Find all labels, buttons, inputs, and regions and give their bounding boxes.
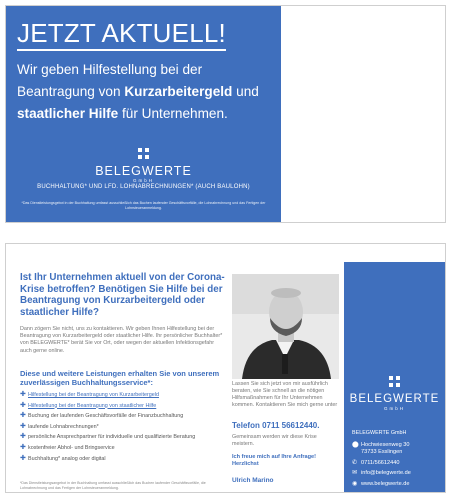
flyer-front bbox=[5, 5, 446, 223]
location-pin-icon: ⬤ bbox=[352, 442, 359, 448]
services-list bbox=[20, 390, 230, 464]
logo-suffix: GmbH bbox=[383, 406, 405, 411]
plus-icon: ✚ bbox=[20, 391, 26, 398]
plus-icon: ✚ bbox=[20, 443, 26, 451]
logo-name: BELEGWERTE bbox=[349, 393, 440, 405]
logo-name: BELEGWERTE bbox=[95, 164, 192, 178]
front-blue-panel bbox=[6, 6, 281, 222]
flyer-back bbox=[5, 243, 446, 493]
front-services: BUCHHALTUNG* UND LFD. LOHNABRECHNUNGEN* (AUCH BAULOHN) bbox=[37, 184, 250, 190]
back-logo bbox=[344, 374, 445, 412]
contact-sidebar bbox=[344, 262, 445, 492]
back-disclaimer: *Das Dienstleistungsangebot in der Buchhaltung umfasst ausschließlich das Buchen laufender Geschäftsvorfälle, die Lohnabrechnung und das Fertigen der Lohnsteueranmeldung. bbox=[20, 481, 206, 490]
contact-rows bbox=[352, 442, 444, 491]
plus-icon: ✚ bbox=[20, 454, 26, 462]
headline: JETZT AKTUELL! bbox=[17, 18, 226, 51]
list-item[interactable]: ✚ Hilfestellung bei der Beantragung von staatlicher Hilfe bbox=[20, 401, 157, 409]
street: Hochwiesenweg 30 bbox=[361, 442, 410, 448]
lead-bold-staatliche-hilfe: staatlicher Hilfe bbox=[17, 106, 119, 121]
plus-icon: ✚ bbox=[20, 412, 26, 420]
intro-text: Dann zögern Sie nicht, uns zu kontaktieren. Wir geben Ihnen Hilfestellung bei der Beantragung von Kurzarbeitergeld oder staatlicher Hilfe. Ihr persönlicher Buchhalter* von BELEGWERTE* berät Sie vor Ort, oder wegen der aktuellen Infektionsgefahr auch gerne online. bbox=[20, 326, 223, 354]
mail-icon: ✉ bbox=[352, 470, 358, 476]
list-item: ✚ persönliche Ansprechpartner für individuelle und qualifizierte Beratung bbox=[20, 433, 196, 441]
lead-part-2: und bbox=[232, 84, 259, 99]
portrait-image bbox=[232, 274, 339, 379]
phone-icon: ✆ bbox=[352, 459, 358, 466]
web-row[interactable] bbox=[352, 481, 444, 488]
phone-highlight[interactable]: Telefon 0711 56612440. bbox=[232, 421, 320, 430]
logo-mark-icon bbox=[138, 148, 149, 159]
list-item: ✚ Buchung der laufenden Geschäftsvorfälle der Finanzbuchhaltung bbox=[20, 412, 184, 420]
lead-text bbox=[17, 59, 275, 125]
plus-icon: ✚ bbox=[20, 401, 26, 409]
list-item: ✚ Buchhaltung* analog oder digital bbox=[20, 454, 106, 462]
contact-text: Lassen Sie sich jetzt von mir ausführlich beraten, wie Sie schnell an die nötigen Hilfsmaßnahmen für Ihr Unternehmen kommen. Kontaktieren Sie mich gerne unter bbox=[232, 381, 338, 408]
front-disclaimer: *Das Dienstleistungsgebot in der Buchhaltung umfasst ausschließlich das Buchen laufender Geschäftsvorfälle, die Lohnabrechnung und das Fertigen der Lohnsteueranmeldung. bbox=[21, 201, 266, 210]
lead-part-3: für Unternehmen. bbox=[118, 106, 228, 121]
address-row bbox=[352, 442, 444, 456]
signature-name: Ulrich Marino bbox=[232, 477, 274, 484]
website-link[interactable]: www.belegwerte.de bbox=[361, 480, 410, 487]
list-item: ✚ laufende Lohnabrechnungen* bbox=[20, 422, 99, 430]
email-address[interactable]: info@belegwerte.de bbox=[361, 470, 411, 476]
email-row[interactable] bbox=[352, 470, 444, 477]
plus-icon: ✚ bbox=[20, 433, 26, 441]
globe-icon: ◉ bbox=[352, 480, 358, 487]
front-logo bbox=[6, 146, 281, 184]
greeting: Ich freue mich auf Ihre Anfrage! Herzlichst bbox=[232, 454, 317, 467]
lead-part-1: Wir geben Hilfestellung bei der Beantragung von bbox=[17, 62, 203, 99]
phone-number[interactable]: 0711/56612440 bbox=[361, 459, 400, 466]
phone-row[interactable] bbox=[352, 460, 444, 467]
plus-icon: ✚ bbox=[20, 422, 26, 430]
city: 73733 Esslingen bbox=[361, 449, 403, 455]
corona-text: Gemeinsam werden wir diese Krise meistern. bbox=[232, 434, 317, 447]
lead-bold-kurzarbeitergeld: Kurzarbeitergeld bbox=[124, 84, 233, 99]
question-heading: Ist Ihr Unternehmen aktuell von der Corona-Krise betroffen? Benötigen Sie Hilfe bei der Beantragung von Kurzarbeitergeld oder staatlicher Hilfe? bbox=[20, 272, 225, 318]
logo-mark-icon bbox=[389, 376, 400, 387]
list-item[interactable]: ✚ Hilfestellung bei der Beantragung von Kurzarbeitergeld bbox=[20, 391, 159, 398]
services-heading: Diese und weitere Leistungen erhalten Sie von unserem zuverlässigen Buchhaltungsservice*: bbox=[20, 369, 220, 387]
list-item: ✚ kostenfreier Abhol- und Bringservice bbox=[20, 443, 115, 451]
portrait-photo bbox=[232, 274, 339, 379]
company-name: BELEGWERTE GmbH bbox=[352, 430, 407, 436]
logo-suffix: GmbH bbox=[132, 178, 154, 183]
